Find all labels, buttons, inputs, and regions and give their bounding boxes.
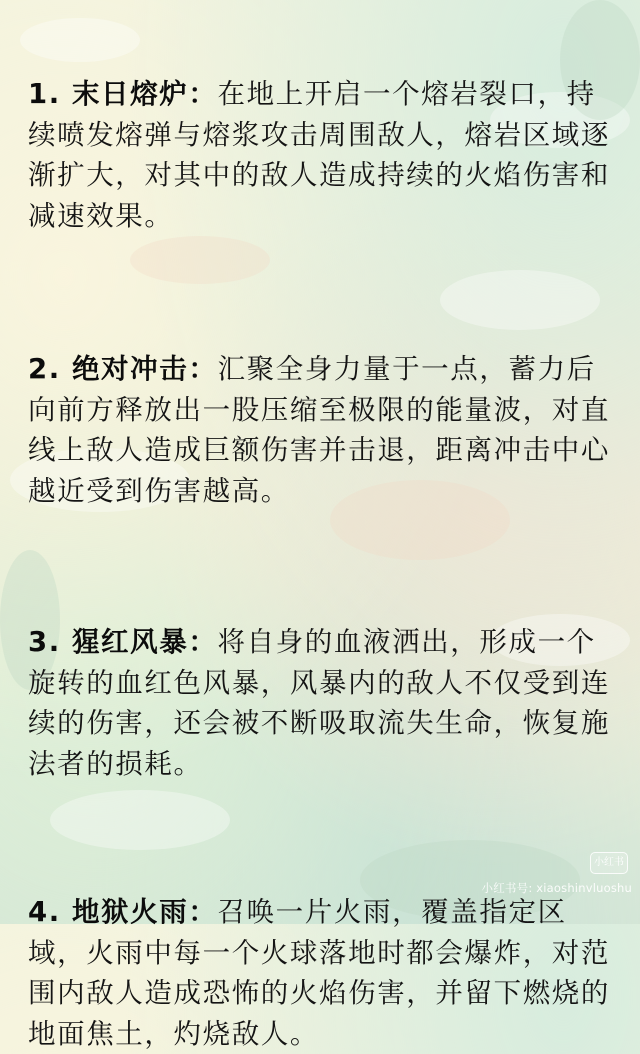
text-content <box>28 74 614 1054</box>
skill-body-1: 在地上开启一个熔岩裂口，持续喷发熔弹与熔浆攻击周围敌人，熔岩区域逐渐扩大，对其中的敌人造成持续的火焰伤害和减速效果。 <box>28 78 610 232</box>
watermark-text: 小红书号: xiaoshinvluoshu <box>481 881 632 895</box>
skill-section-4 <box>28 892 614 1054</box>
skill-section-3 <box>28 622 614 784</box>
skill-title-2: 2. 绝对冲击： <box>28 353 218 385</box>
skill-body-3: 将自身的血液洒出，形成一个旋转的血红色风暴，风暴内的敌人不仅受到连续的伤害，还会被不断吸取流失生命，恢复施法者的损耗。 <box>28 626 610 780</box>
watermark-logo: 小红书 <box>590 852 628 874</box>
skill-title-1: 1. 末日熔炉： <box>28 78 218 110</box>
skill-section-2 <box>28 349 614 511</box>
skill-body-4: 召唤一片火雨，覆盖指定区域，火雨中每一个火球落地时都会爆炸，对范围内敌人造成恐怖的火焰伤害，并留下燃烧的地面焦土，灼烧敌人。 <box>28 896 610 1050</box>
skill-title-3: 3. 猩红风暴： <box>28 626 218 658</box>
skill-body-2: 汇聚全身力量于一点，蓄力后向前方释放出一股压缩至极限的能量波，对直线上敌人造成巨额伤害并击退，距离冲击中心越近受到伤害越高。 <box>28 353 610 507</box>
skill-title-4: 4. 地狱火雨： <box>28 896 218 928</box>
skill-section-1 <box>28 74 614 236</box>
